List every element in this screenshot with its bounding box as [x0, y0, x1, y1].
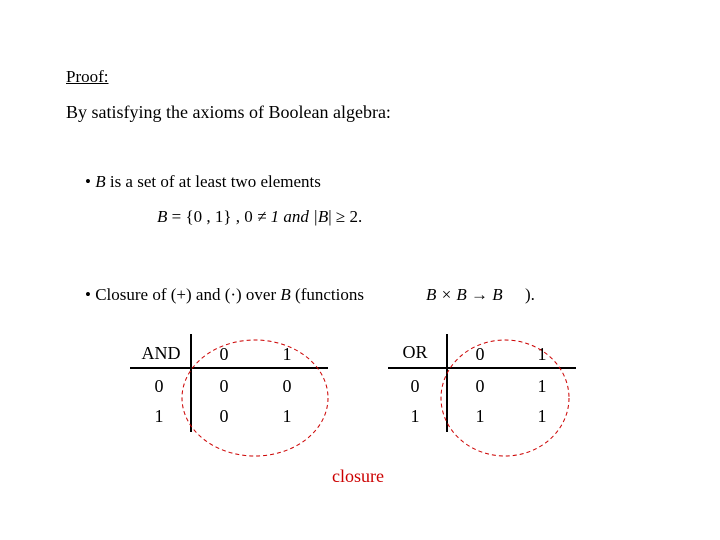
bullet-text: is a set of at least two elements: [105, 172, 321, 191]
def-var-b2: B: [317, 207, 329, 226]
def-cardinality: | ≥ 2.: [328, 207, 363, 226]
intro-text: By satisfying the axioms of Boolean algebra:: [66, 102, 391, 122]
and-row1-label: 1: [154, 406, 164, 426]
and-row0-label: 0: [154, 376, 164, 396]
functions-text: (functions: [290, 285, 364, 304]
closure-text: Closure of (+) and (·) over: [90, 285, 281, 304]
and-row0-col1: 0: [282, 376, 292, 396]
and-row1-col1: 1: [282, 406, 292, 426]
and-closure-ellipse: [182, 340, 328, 456]
or-closure-ellipse: [441, 340, 569, 456]
or-header-1: 1: [537, 344, 547, 364]
or-header-0: 0: [475, 344, 485, 364]
set-variable: B: [95, 172, 106, 191]
or-row1-col0: 1: [475, 406, 485, 426]
or-row1-label: 1: [410, 406, 420, 426]
bullet-symbol-2: •: [85, 285, 91, 304]
def-inequality: ≠ 1 and |: [257, 207, 318, 226]
and-row1-col0: 0: [219, 406, 229, 426]
and-header-op: AND: [141, 343, 181, 363]
function-signature: B × B → B: [426, 285, 503, 304]
bullet-symbol: •: [85, 172, 91, 191]
or-header-op: OR: [402, 342, 428, 362]
and-row0-col0: 0: [219, 376, 229, 396]
closure-var: B: [280, 285, 291, 304]
or-row0-col0: 0: [475, 376, 485, 396]
or-row0-label: 0: [410, 376, 420, 396]
closure-label: closure: [332, 466, 384, 486]
closure-end: ).: [525, 285, 535, 304]
or-row0-col1: 1: [537, 376, 547, 396]
def-set: = {0 , 1} , 0: [167, 207, 258, 226]
and-header-1: 1: [282, 344, 292, 364]
and-header-0: 0: [219, 344, 229, 364]
or-row1-col1: 1: [537, 406, 547, 426]
proof-heading: Proof:: [66, 67, 109, 86]
def-var-b: B: [157, 207, 168, 226]
